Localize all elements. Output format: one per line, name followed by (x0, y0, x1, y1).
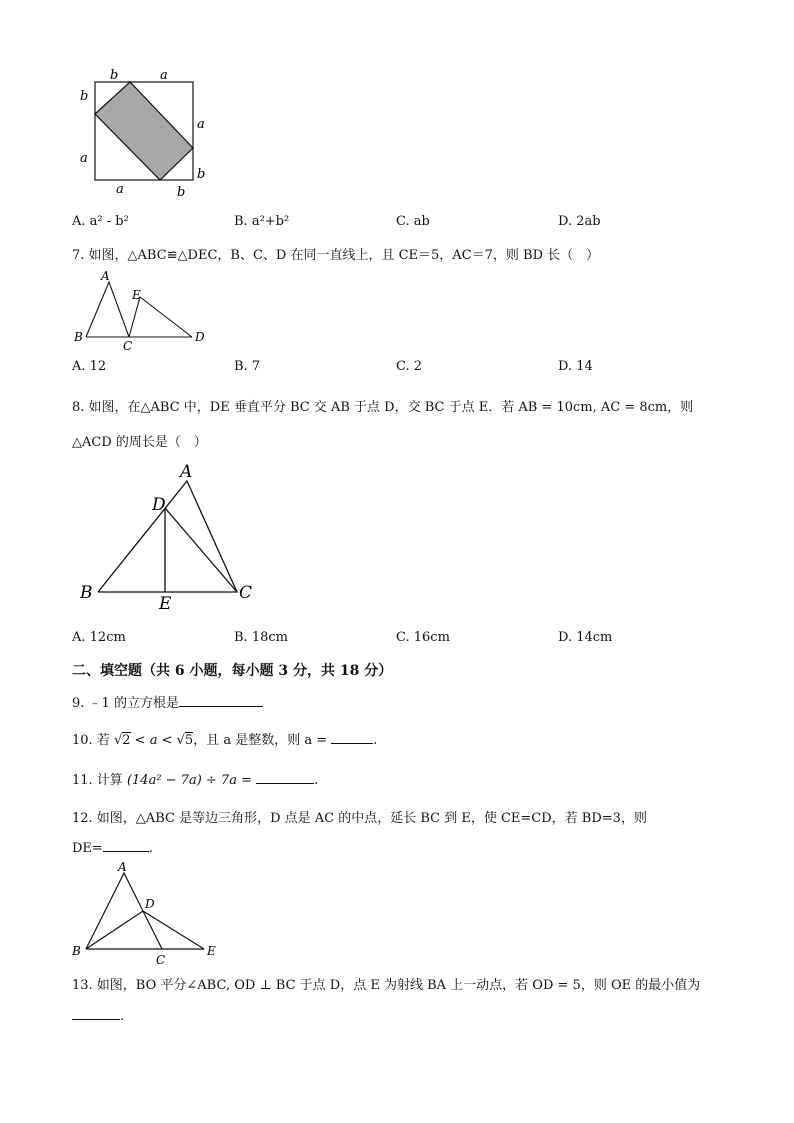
q7-option-d: D. 14 (558, 359, 593, 374)
sqrt-5: √5 (176, 733, 194, 748)
q10 (72, 729, 377, 748)
q8-option-d: D. 14cm (558, 630, 613, 645)
label-C: C (123, 339, 133, 352)
q12-text-line2 (72, 838, 153, 856)
label-left-b: b (80, 89, 89, 104)
label-E: E (132, 288, 141, 302)
label-B: B (72, 944, 81, 958)
q10-mid1: < a < (134, 733, 173, 748)
q7-text: 7. 如图，△ABC≌△DEC，B、C、D 在同一直线上，且 CE＝5，AC＝7，则 BD 长（ ） (72, 248, 600, 263)
q8-figure (72, 458, 272, 618)
label-right-a: a (197, 117, 205, 132)
q13-end: . (120, 1009, 125, 1024)
q11-answer-blank[interactable] (256, 770, 314, 784)
label-A: A (180, 462, 193, 482)
q7-option-c: C. 2 (396, 359, 423, 374)
q6-option-a: A. a² - b² (72, 214, 129, 229)
q6-option-c: C. ab (396, 214, 430, 229)
label-C: C (156, 953, 166, 967)
q13-answer-blank[interactable] (72, 1006, 120, 1020)
q10-mid2: ，且 a 是整数，则 a = (193, 733, 328, 748)
label-bottom-a: a (116, 182, 124, 197)
label-top-b: b (110, 68, 119, 83)
q8-text-line1: 8. 如图，在△ABC 中，DE 垂直平分 BC 交 AB 于点 D，交 BC 于点 E．若 AB = 10cm, AC = 8cm，则 (72, 400, 694, 415)
shaded-rectangle (95, 82, 193, 180)
q12-text-line1: 12. 如图，△ABC 是等边三角形，D 点是 AC 的中点，延长 BC 到 E，使 CE=CD，若 BD=3，则 (72, 811, 647, 826)
q11-end: . (314, 773, 319, 788)
label-left-a: a (80, 151, 88, 166)
q12-answer-blank[interactable] (103, 838, 149, 852)
label-C: C (239, 583, 253, 603)
q7-figure (72, 268, 212, 352)
q11-expression: (14a² − 7a) ÷ 7a = (126, 773, 252, 788)
section-heading: 二、填空题（共 6 小题，每小题 3 分，共 18 分） (72, 663, 393, 679)
q10-prefix: 10. 若 (72, 733, 110, 748)
label-D: D (152, 495, 166, 515)
q12-figure (70, 858, 230, 970)
q8-option-a: A. 12cm (72, 630, 126, 645)
label-E: E (207, 944, 216, 958)
q7-option-a: A. 12 (72, 359, 107, 374)
label-top-a: a (160, 68, 168, 83)
q11 (72, 769, 318, 788)
q8-text-line2: △ACD 的周长是（ ） (72, 435, 207, 450)
sqrt-2: √2 (113, 733, 131, 748)
q12-end: . (148, 841, 153, 856)
label-bottom-b: b (177, 185, 186, 200)
label-D: D (195, 330, 205, 344)
label-E: E (159, 594, 172, 614)
q10-end: . (373, 733, 378, 748)
q8-option-c: C. 16cm (396, 630, 450, 645)
q13-text-line1: 13. 如图，BO 平分∠ABC, OD ⊥ BC 于点 D，点 E 为射线 BA 上一动点，若 OD = 5，则 OE 的最小值为 (72, 978, 701, 993)
label-B: B (80, 583, 93, 603)
label-right-b: b (197, 167, 206, 182)
q8-option-b: B. 18cm (234, 630, 288, 645)
label-D: D (145, 897, 155, 911)
q6-option-b: B. a²+b² (234, 214, 290, 229)
label-B: B (74, 330, 83, 344)
label-A: A (101, 269, 110, 283)
q9-text: 9. ﹣1 的立方根是 (72, 696, 179, 711)
q9-answer-blank[interactable] (179, 693, 263, 707)
label-A: A (118, 860, 127, 874)
q12-de-label: DE= (72, 841, 103, 856)
q7-option-b: B. 7 (234, 359, 261, 374)
q10-answer-blank[interactable] (331, 730, 373, 744)
q11-prefix: 11. 计算 (72, 773, 123, 788)
q6-figure (74, 62, 214, 200)
q9 (72, 692, 263, 711)
q6-option-d: D. 2ab (558, 214, 601, 229)
q13-text-line2 (72, 1006, 124, 1024)
